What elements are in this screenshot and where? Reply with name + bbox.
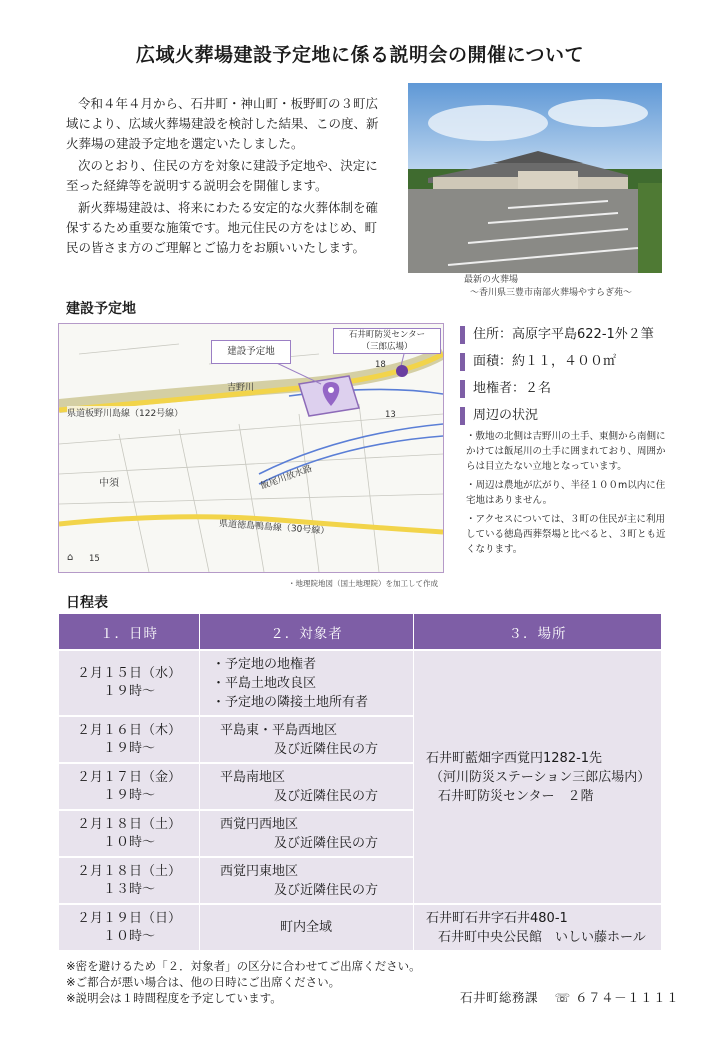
map-elevation: 13 xyxy=(385,410,396,420)
schedule-date xyxy=(59,811,199,856)
schedule-date xyxy=(59,905,199,950)
map-road-30: 県道徳島鴨島線（30号線） xyxy=(218,519,330,537)
schedule-header: ３．場所 xyxy=(414,614,661,649)
schedule-place xyxy=(414,651,661,903)
contact-dept: 石井町総務課 xyxy=(460,990,539,1005)
audience-line: 西覚円西地区 xyxy=(220,816,299,832)
home-icon: ⌂ xyxy=(67,552,74,563)
site-surroundings-heading: 周辺の状況 xyxy=(460,407,670,425)
page-title: 広域火葬場建設予定地に係る説明会の開催について xyxy=(135,44,585,66)
site-owners: 地権者：２名 xyxy=(460,380,670,398)
schedule-day: ２月１６日（木） xyxy=(76,722,181,738)
contact-tel: ６７４－１１１１ xyxy=(575,990,680,1005)
map-road-122: 県道板野川島線（122号線） xyxy=(67,406,183,419)
crematorium-photo xyxy=(408,83,662,273)
audience-line: 及び近隣住民の方 xyxy=(274,788,379,804)
schedule-day: ２月１９日（日） xyxy=(76,910,181,926)
note-line: ※ご都合が悪い場合は、他の日時にご出席ください。 xyxy=(66,975,341,989)
audience-line: 平島東・平島西地区 xyxy=(220,722,338,738)
schedule-date xyxy=(59,764,199,809)
audience-line: ・予定地の地権者 xyxy=(212,656,317,672)
schedule-day: ２月１８日（土） xyxy=(76,816,181,832)
intro-paragraph: 次のとおり、住民の方を対象に建設予定地や、決定に至った経緯等を説明する説明会を開催します。 xyxy=(66,158,378,193)
note-line: ※密を避けるため「２．対象者」の区分に合わせてご出席ください。 xyxy=(66,959,421,973)
map-elevation: 15 xyxy=(89,554,100,564)
audience-line: 平島南地区 xyxy=(220,769,286,785)
audience-line: ・予定地の隣接土地所有者 xyxy=(212,694,369,710)
schedule-header: ２．対象者 xyxy=(200,614,413,649)
contact xyxy=(460,988,679,1006)
schedule-date xyxy=(59,651,199,715)
place-line: 石井町石井字石井480-1 xyxy=(426,910,568,926)
site-map[interactable] xyxy=(58,323,444,573)
intro-paragraph: 令和４年４月から、石井町・神山町・板野町の３町広域により、広域火葬場建設を検討した結果、この度、新火葬場の建設予定地を選定いたしました。 xyxy=(66,96,379,151)
site-address: 住所：高原字平島622-1外２筆 xyxy=(460,326,670,344)
schedule-audience xyxy=(200,717,413,762)
map-label-center-name: 石井町防災センター xyxy=(348,330,426,340)
audience-line: ・平島土地改良区 xyxy=(212,675,317,691)
site-info xyxy=(460,326,670,561)
map-label-center xyxy=(333,328,441,354)
photo-caption-title: 最新の火葬場 xyxy=(464,275,519,285)
table-row xyxy=(59,905,661,950)
schedule-time: １９時～ xyxy=(102,740,155,756)
map-credit: ・地理院地図（国土地理院）を加工して作成 xyxy=(288,579,438,588)
schedule-time: １０時～ xyxy=(102,928,155,944)
schedule-time: １０時～ xyxy=(102,834,155,850)
map-label-center-sub: （三郎広場） xyxy=(361,342,413,352)
place-line: 石井町中央公民館 いしい藤ホール xyxy=(438,929,646,945)
audience-line: 及び近隣住民の方 xyxy=(274,835,379,851)
schedule-day: ２月１５日（水） xyxy=(76,666,181,681)
place-line: （河川防災ステーション三郎広場内） xyxy=(430,769,651,785)
site-area: 面積：約１１，４００㎡ xyxy=(460,353,670,371)
schedule-audience xyxy=(200,651,413,715)
place-line: 石井町防災センター ２階 xyxy=(438,788,594,804)
map-river-iio: 飯尾川放水路 xyxy=(259,463,314,492)
schedule-day: ２月１８日（土） xyxy=(76,863,181,879)
place-line: 石井町藍畑字西覚円1282-1先 xyxy=(426,750,603,766)
map-label-site: 建設予定地 xyxy=(211,340,291,364)
schedule-audience xyxy=(200,858,413,903)
schedule-date xyxy=(59,717,199,762)
schedule-day: ２月１７日（金） xyxy=(76,769,181,785)
audience-line: 及び近隣住民の方 xyxy=(274,741,379,757)
site-note: ・アクセスについては、３町の住民が主に利用している徳島西葬祭場と比べると、３町とも近くなります。 xyxy=(466,514,666,555)
map-river-yoshino: 吉野川 xyxy=(227,383,255,393)
site-note: ・敷地の北側は吉野川の土手、東側から南側にかけては飯尾川の土手に囲まれており、周囲からは目立たない立地となっています。 xyxy=(466,431,666,472)
schedule-time: １３時～ xyxy=(102,881,155,897)
note-line: ※説明会は１時間程度を予定しています。 xyxy=(66,991,282,1005)
schedule-place xyxy=(414,905,661,950)
phone-icon: ☏ xyxy=(554,990,571,1005)
audience-line: 及び近隣住民の方 xyxy=(274,882,379,898)
photo-caption xyxy=(464,274,632,300)
table-row xyxy=(59,651,661,715)
notes xyxy=(66,958,421,1006)
schedule-audience xyxy=(200,811,413,856)
schedule-header: １．日時 xyxy=(59,614,199,649)
schedule-date xyxy=(59,858,199,903)
schedule-time: １９時～ xyxy=(102,684,155,699)
intro-text xyxy=(66,94,382,260)
audience-line: 西覚円東地区 xyxy=(220,863,299,879)
audience-line: 町内全域 xyxy=(279,920,332,935)
schedule-audience xyxy=(200,764,413,809)
schedule-audience xyxy=(200,905,413,950)
photo-caption-sub: ～香川県三豊市南部火葬場やすらぎ苑～ xyxy=(470,288,633,298)
schedule-heading: 日程表 xyxy=(66,595,108,611)
schedule-time: １９時～ xyxy=(102,787,155,803)
intro-paragraph: 新火葬場建設は、将来にわたる安定的な火葬体制を確保するため重要な施策です。地元住民の方をはじめ、町民の皆さま方のご理解とご協力をお願いいたします。 xyxy=(66,200,379,255)
site-heading: 建設予定地 xyxy=(66,301,136,317)
map-place-nakasu: 中須 xyxy=(99,478,119,489)
map-elevation: 18 xyxy=(375,360,386,370)
schedule-table xyxy=(58,612,662,952)
site-note: ・周辺は農地が広がり、半径１００m以内に住宅地はありません。 xyxy=(466,480,666,506)
